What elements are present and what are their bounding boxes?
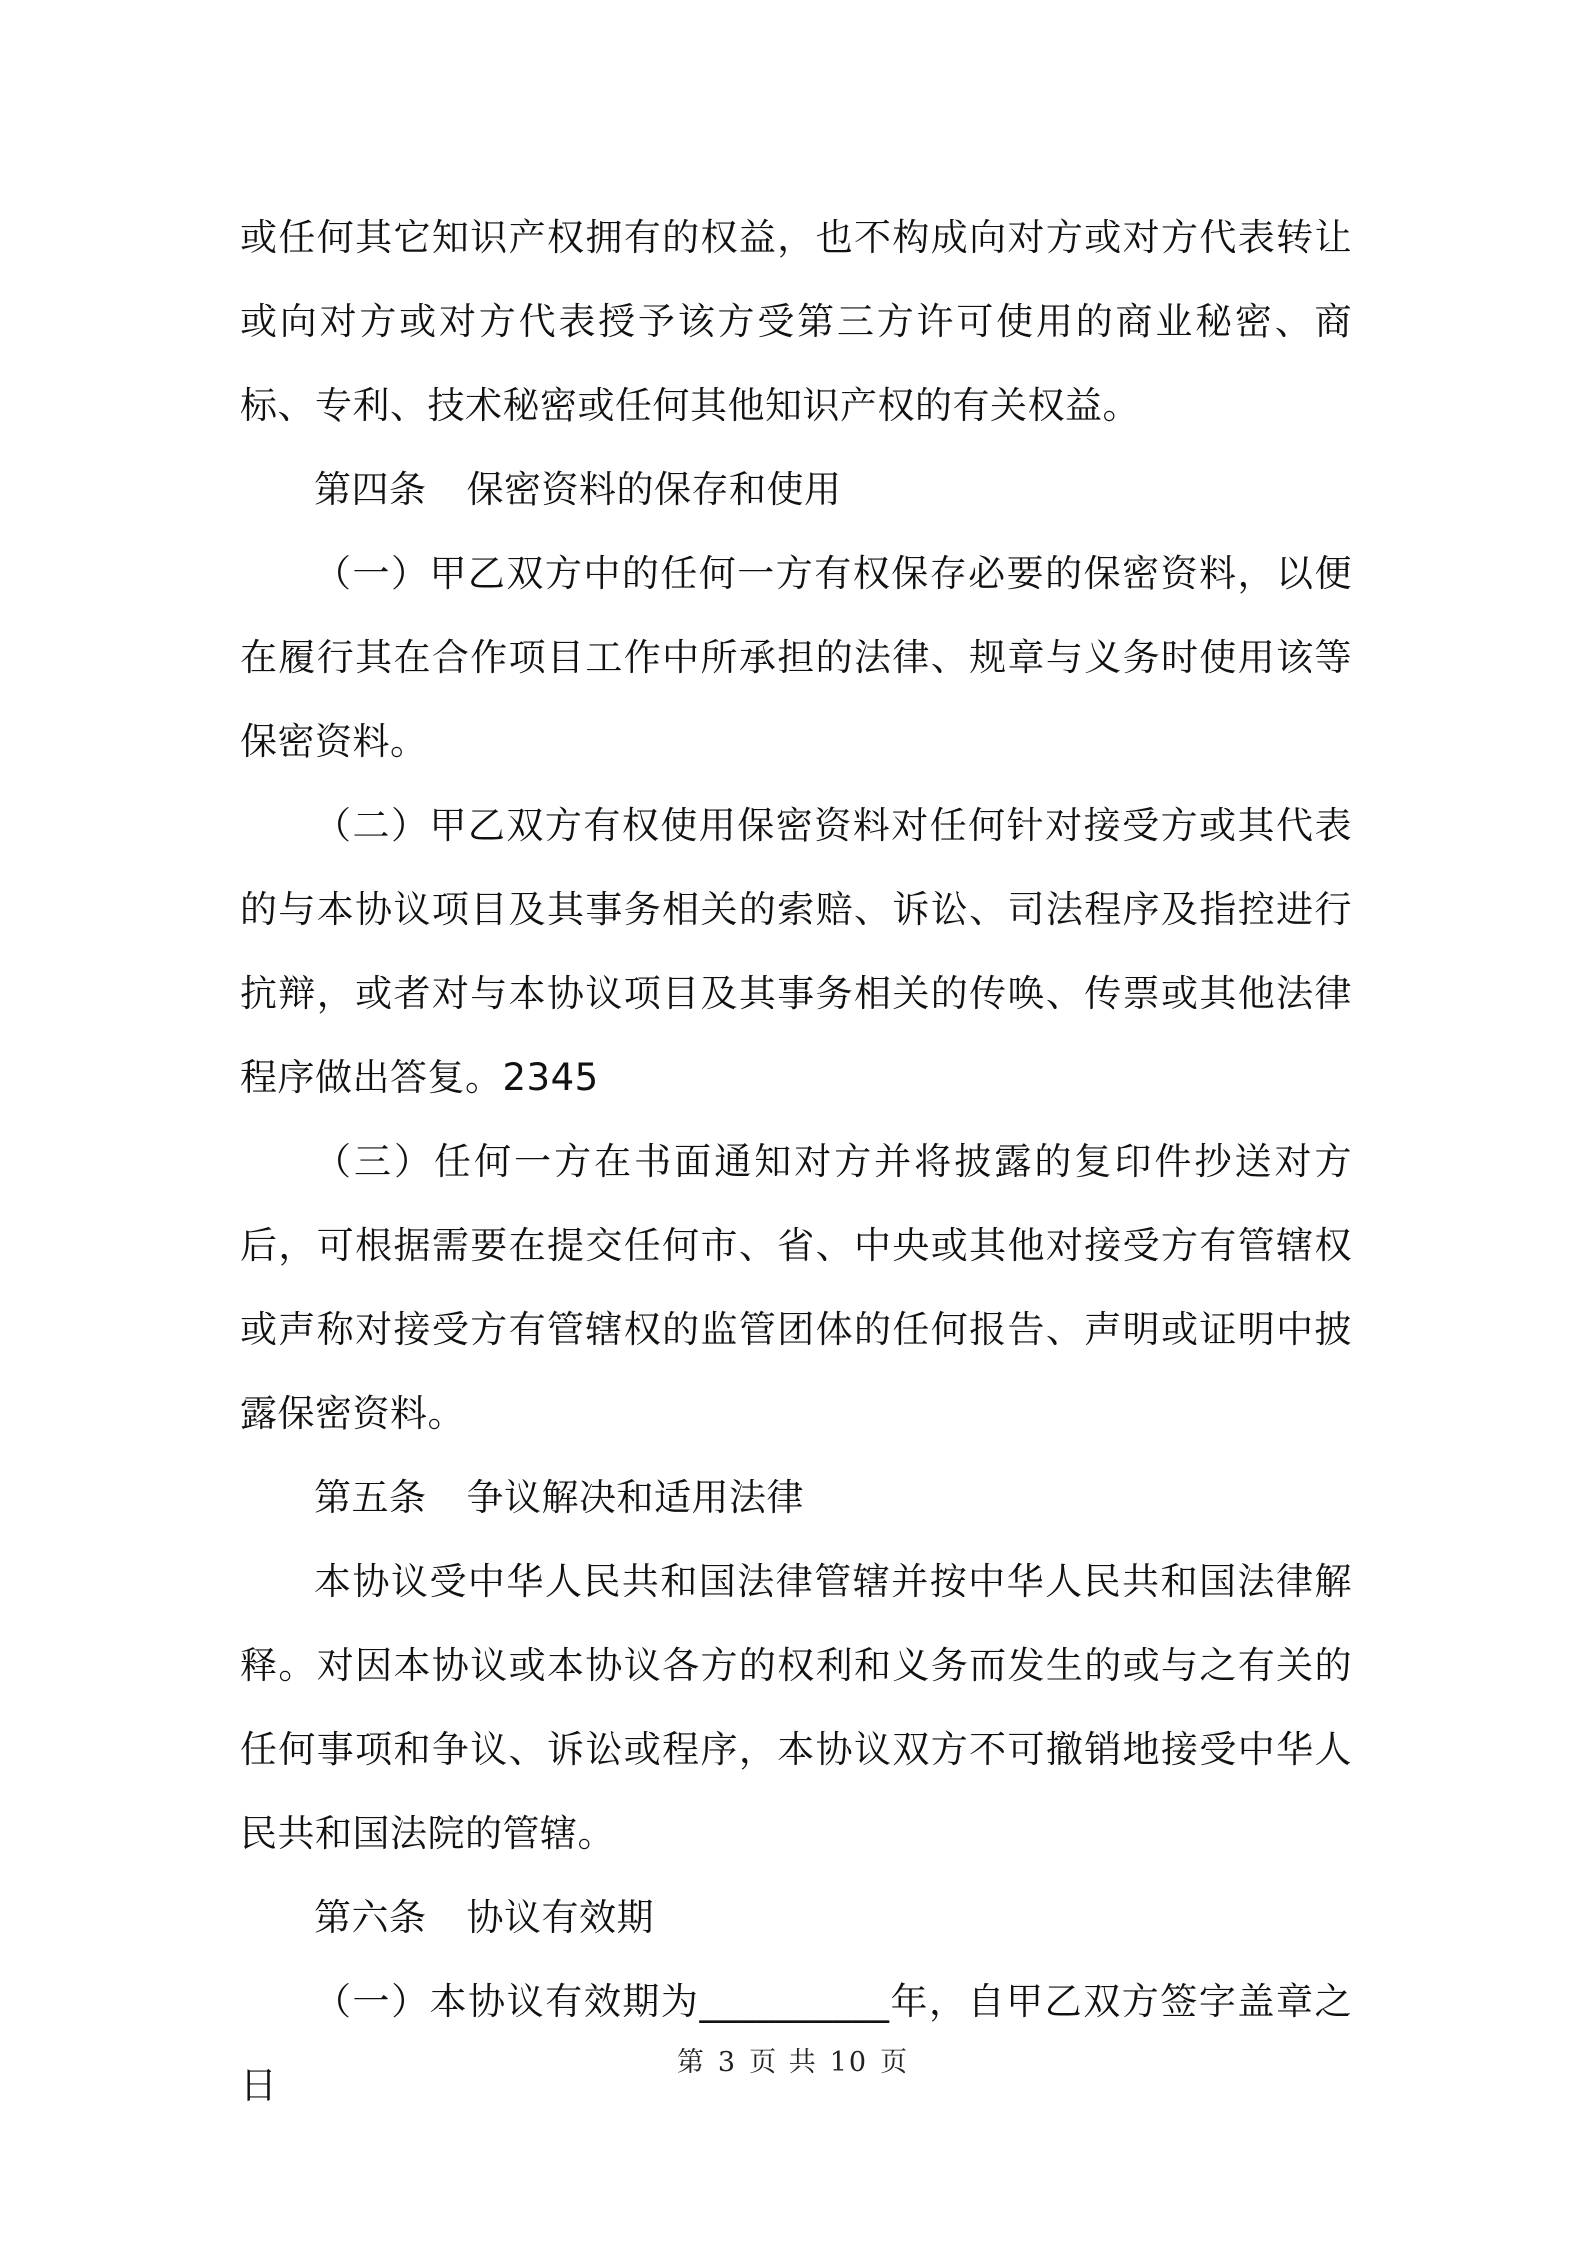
article-6-clause-1: （一）本协议有效期为__________年，自甲乙双方签字盖章之日 xyxy=(240,1980,1352,2107)
article-number: 第四条 xyxy=(314,468,427,511)
article-6-heading xyxy=(240,1876,1352,1960)
article-4-heading xyxy=(240,448,1352,532)
total-pages: 10 xyxy=(829,2047,869,2078)
footer-prefix: 第 xyxy=(676,2047,706,2078)
document-body xyxy=(240,196,1352,2128)
article-4-clause-2: （二）甲乙双方有权使用保密资料对任何针对接受方或其代表的与本协议项目及其事务相关的索赔、诉讼、司法程序及指控进行抗辩，或者对与本协议项目及其事务相关的传唤、传票或其他法律程序做出答复。2345 xyxy=(240,804,1352,1099)
article-title: 协议有效期 xyxy=(466,1896,654,1939)
page-footer xyxy=(0,2040,1586,2079)
article-number: 第五条 xyxy=(314,1476,427,1519)
paragraph-continuation: 或任何其它知识产权拥有的权益，也不构成向对方或对方代表转让或向对方或对方代表授予该方受第三方许可使用的商业秘密、商标、专利、技术秘密或任何其他知识产权的有关权益。 xyxy=(240,216,1352,427)
article-5-body: 本协议受中华人民共和国法律管辖并按中华人民共和国法律解释。对因本协议或本协议各方的权利和义务而发生的或与之有关的任何事项和争议、诉讼或程序，本协议双方不可撤销地接受中华人民共和国法院的管辖。 xyxy=(240,1560,1352,1855)
article-number: 第六条 xyxy=(314,1896,427,1939)
footer-middle: 页 共 xyxy=(749,2047,818,2078)
article-title: 争议解决和适用法律 xyxy=(466,1476,804,1519)
article-4-clause-3: （三）任何一方在书面通知对方并将披露的复印件抄送对方后，可根据需要在提交任何市、省、中央或其他对接受方有管辖权或声称对接受方有管辖权的监管团体的任何报告、声明或证明中披露保密资料。 xyxy=(240,1140,1352,1435)
page-number: 3 xyxy=(717,2047,738,2078)
article-4-clause-1: （一）甲乙双方中的任何一方有权保存必要的保密资料，以便在履行其在合作项目工作中所承担的法律、规章与义务时使用该等保密资料。 xyxy=(240,552,1352,763)
article-title: 保密资料的保存和使用 xyxy=(466,468,842,511)
article-5-heading xyxy=(240,1456,1352,1540)
footer-suffix: 页 xyxy=(880,2047,910,2078)
